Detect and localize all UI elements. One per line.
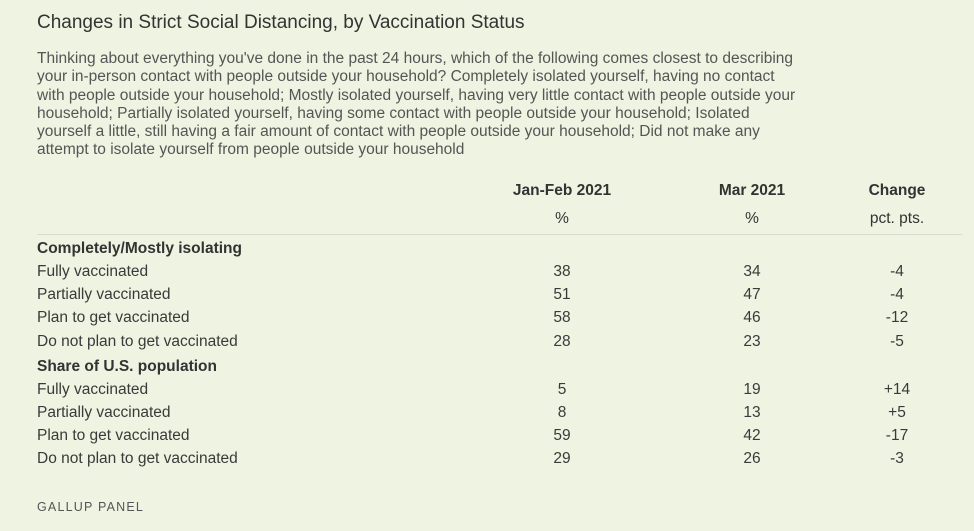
- cell-jan-feb: 5: [557, 380, 567, 398]
- chart-title: Changes in Strict Social Distancing, by Vaccination Status: [37, 12, 525, 33]
- table-header: [37, 178, 962, 235]
- cell-jan-feb: 28: [553, 332, 571, 350]
- table-row: [37, 283, 962, 306]
- cell-mar: 34: [743, 263, 761, 280]
- row-label: Plan to get vaccinated: [37, 309, 190, 327]
- cell-change: -5: [890, 332, 904, 350]
- column-label: Change: [868, 182, 926, 199]
- cell-change: -4: [890, 286, 904, 304]
- row-label: Do not plan to get vaccinated: [37, 450, 238, 468]
- cell-mar: 26: [743, 450, 761, 468]
- cell-jan-feb: 8: [557, 403, 567, 421]
- table-row: [37, 378, 962, 401]
- cell-mar: 23: [743, 332, 761, 350]
- column-label: Jan-Feb 2021: [512, 182, 612, 199]
- section-isolating: [37, 237, 962, 353]
- column-header-jan-feb: [462, 178, 662, 234]
- table-row: [37, 260, 962, 283]
- row-label: Fully vaccinated: [37, 263, 149, 280]
- column-unit: pct. pts.: [869, 210, 925, 227]
- cell-mar: 46: [743, 309, 761, 327]
- column-header-change: [797, 178, 974, 234]
- row-label: Partially vaccinated: [37, 286, 171, 304]
- table-row: [37, 424, 962, 447]
- cell-change: -4: [890, 263, 904, 280]
- table-row: [37, 330, 962, 353]
- cell-jan-feb: 29: [553, 450, 571, 468]
- cell-change: +14: [883, 380, 911, 398]
- cell-mar: 47: [743, 286, 761, 304]
- cell-change: +5: [888, 403, 906, 421]
- cell-change: -3: [890, 450, 904, 468]
- column-unit: %: [555, 210, 569, 227]
- data-table: [37, 178, 962, 471]
- column-label: Mar 2021: [718, 182, 786, 199]
- cell-jan-feb: 58: [553, 309, 571, 327]
- row-label: Partially vaccinated: [37, 403, 171, 421]
- section-title: Share of U.S. population: [37, 357, 217, 375]
- cell-mar: 13: [743, 403, 761, 421]
- cell-jan-feb: 51: [553, 286, 571, 304]
- cell-mar: 19: [743, 380, 761, 398]
- column-unit: %: [745, 210, 759, 227]
- section-title: Completely/Mostly isolating: [37, 240, 242, 257]
- row-label: Plan to get vaccinated: [37, 427, 190, 445]
- cell-change: -17: [885, 427, 909, 445]
- question-text: Thinking about everything you've done in the past 24 hours, which of the following comes closest to describing your in-person contact with people outside your household? Completely isolated yourself, having no contact with people outside your household; Mostly isolated yourself, having very little contact with people outside your household; Partially isolated yourself, having some contact with people outside your household; Isolated yourself a little, still having a fair amount of contact with people outside your household; Did not make any attempt to isolate yourself from people outside your household: [37, 50, 796, 159]
- table-row: [37, 306, 962, 329]
- table-row: [37, 447, 962, 470]
- cell-mar: 42: [743, 427, 761, 445]
- cell-change: -12: [885, 309, 909, 327]
- section-share: [37, 355, 962, 471]
- row-label: Do not plan to get vaccinated: [37, 332, 238, 350]
- table-row: [37, 401, 962, 424]
- cell-jan-feb: 38: [553, 263, 571, 280]
- source-credit: GALLUP PANEL: [37, 500, 145, 514]
- cell-jan-feb: 59: [553, 427, 571, 445]
- row-label: Fully vaccinated: [37, 380, 149, 398]
